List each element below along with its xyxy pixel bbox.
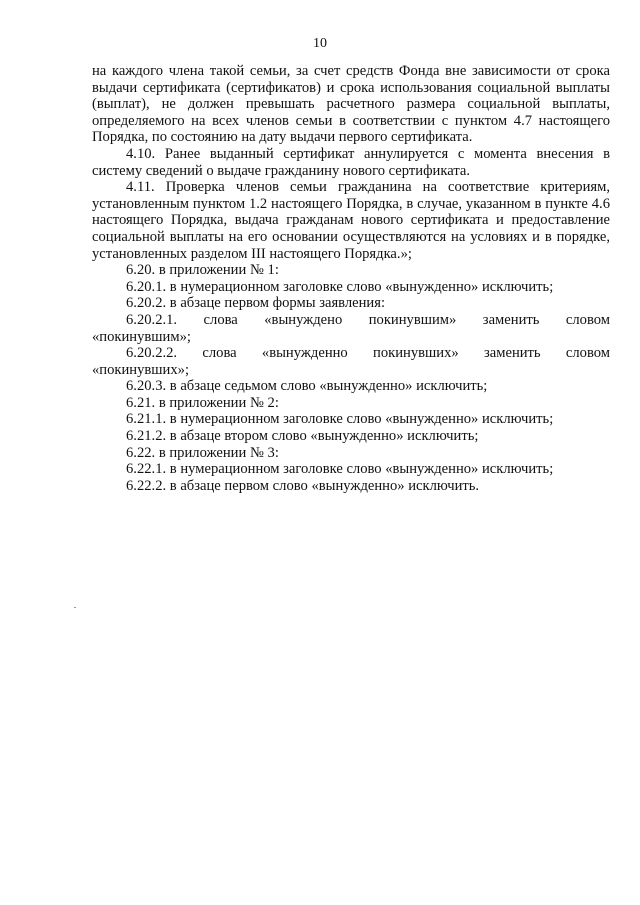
item-6-22-2: 6.22.2. в абзаце первом слово «вынужденно» исключить. xyxy=(126,477,480,494)
item-6-21: 6.21. в приложении № 2: xyxy=(126,394,279,411)
item-6-20-1: 6.20.1. в нумерационном заголовке слово «вынужденно» исключить; xyxy=(126,278,554,295)
item-6-22: 6.22. в приложении № 3: xyxy=(126,444,279,461)
scan-speck xyxy=(74,607,76,608)
item-6-20-2: 6.20.2. в абзаце первом формы заявления: xyxy=(126,295,385,312)
item-6-22-1: 6.22.1. в нумерационном заголовке слово «вынужденно» исключить; xyxy=(126,461,554,478)
item-6-20-2-1: 6.20.2.1. слова «вынуждено покинувшим» заменить словом xyxy=(126,311,610,328)
item-6-20: 6.20. в приложении № 1: xyxy=(126,262,279,279)
item-6-20-2-2: 6.20.2.2. слова «вынужденно покинувших» заменить словом xyxy=(126,345,610,362)
item-6-21-1: 6.21.1. в нумерационном заголовке слово «вынужденно» исключить; xyxy=(126,411,554,428)
page-number: 10 xyxy=(313,36,327,51)
item-6-20-2-1-continuation: «покинувшим»; xyxy=(92,328,191,345)
item-6-20-3: 6.20.3. в абзаце седьмом слово «вынужденно» исключить; xyxy=(126,378,488,395)
item-6-20-2-2-continuation: «покинувших»; xyxy=(92,361,189,378)
document-body xyxy=(92,63,610,494)
paragraph-continuation: на каждого члена такой семьи, за счет средств Фонда вне зависимости от срока выдачи сертификата (сертификатов) и срока использования социальной выплаты (выплат), не должен превышать расчетного размера социальной выплаты, определяемого на всех членов семьи в соответствии с пунктом 4.7 настоящего Порядка, по состоянию на дату выдачи первого сертификата. xyxy=(92,63,610,146)
paragraph-4-11: 4.11. Проверка членов семьи гражданина на соответствие критериям, установленным пунктом 1.2 настоящего Порядка, в случае, указанном в пункте 4.6 настоящего Порядка, выдача гражданам нового сертификата и предоставление социальной выплаты на его основании осуществляются на условиях и в порядке, установленных разделом III настоящего Порядка.»; xyxy=(92,179,610,262)
paragraph-4-10: 4.10. Ранее выданный сертификат аннулируется с момента внесения в систему сведений о выдаче гражданину нового сертификата. xyxy=(92,145,610,179)
item-6-21-2: 6.21.2. в абзаце втором слово «вынужденно» исключить; xyxy=(126,428,479,445)
